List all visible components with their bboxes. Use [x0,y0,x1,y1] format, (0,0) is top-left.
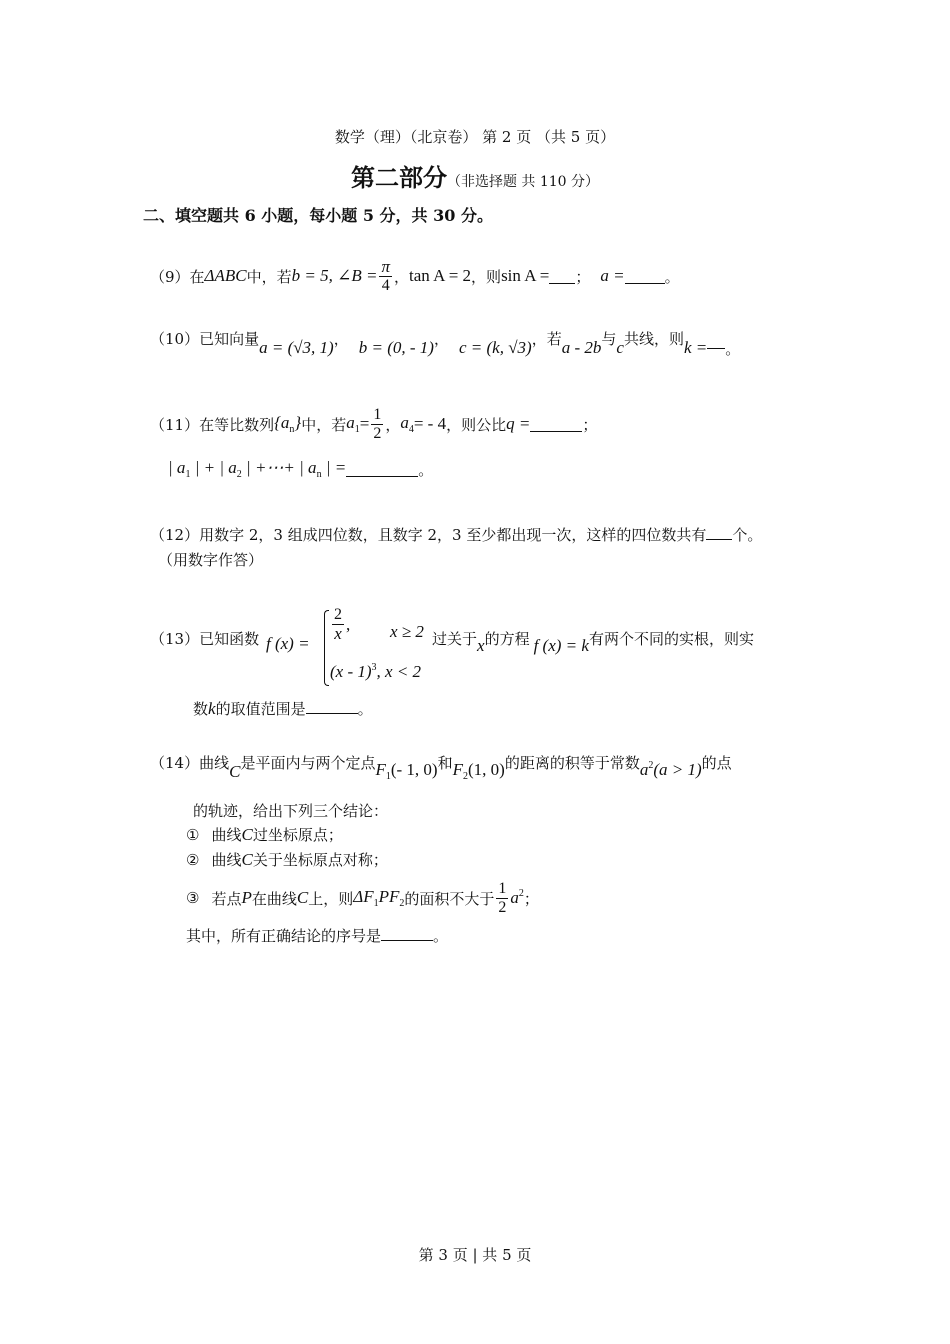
q14-item3-PF: PF [378,887,400,906]
q11-frac-num: 1 [373,405,382,423]
q11-q: q = [506,414,531,433]
q14-F1-pt: (- 1, 0) [390,760,438,779]
q14-item-1 [186,824,343,845]
part-title-note: （非选择题 共 110 分） [446,174,600,190]
q11-a4-val: = - 4 [413,414,447,433]
q13-line2b: 的取值范围是 [215,700,306,718]
q14-item3-a2-text: a [510,888,519,907]
q14-text1: 是平面内与两个定点 [240,754,376,772]
q14-const [640,760,702,780]
q11-sum-a: | a [168,458,186,477]
q12-blank [706,525,732,540]
q9-eq4: a = [600,266,625,285]
q13-fx: f (x) = [266,634,310,653]
q11-seq-text: {a [274,413,290,432]
q9-text5: 。 [664,267,680,286]
q11-a4-text: a [400,413,409,432]
q14-item3-d: 的面积不大于 [404,889,495,908]
q9-triangle: ΔABC [204,266,247,285]
q10-sep2: ， [433,330,449,348]
q14-cond: (a > 1) [653,760,702,779]
q14-F2-text: F [452,760,463,779]
q11-end: 。 [418,460,434,479]
q14-item-3 [186,874,539,922]
q13-comma: , [346,614,351,634]
q13-line2a: 数 [193,700,209,718]
q14-C: C [229,762,241,781]
q12-line2: （用数字作答） [158,551,264,569]
page-footer: 第 3 页 | 共 5 页 [418,1246,532,1264]
q9-pi: π [381,256,391,276]
q13-end: 。 [357,700,373,718]
q9-num: （9）在 [150,267,205,286]
q9-eq3: sin A = [501,266,550,285]
part-title-main: 第二部分 [350,163,447,192]
q14-line2: 的轨迹，给出下列三个结论： [193,802,389,820]
q13-line2 [193,698,373,719]
q14-item1-C: C [241,825,253,844]
q13-frac-den: x [334,624,342,643]
q14-final-end: 。 [433,927,449,945]
q10-text2: 与 [601,330,617,348]
q14-item3-frac-num: 1 [498,879,507,897]
q14-item3-s1: 1 [373,898,379,909]
q14-item3-tri: ΔF [353,887,374,906]
q10-c: c [616,338,624,357]
q13-case1 [330,606,350,643]
q11-sum-sn: n [316,469,322,480]
q9-eq2: tan A = 2 [409,266,472,285]
q9-text1: 中，若 [246,267,292,286]
q14-item3-c: 上，则 [308,889,354,908]
q14-item1-b: 过坐标原点； [252,826,343,844]
q11-blank1 [530,417,582,432]
question-12 [150,524,762,545]
q11-seq-close: } [294,413,302,432]
q9-text3: ，则 [471,267,502,286]
q14-item1-mark: ① [186,826,200,844]
q14-blank [381,926,433,941]
q14-F1 [375,760,437,782]
q14-a2-sup: 2 [648,760,654,771]
part-title [0,158,950,193]
q12-unit: 个。 [732,526,763,544]
q13-k: k [208,699,216,718]
q14-item2-C: C [241,850,253,869]
q14-final-a: 其中，所有正确结论的序号是 [186,927,382,945]
q10-text3: 共线，则 [623,330,684,348]
q11-a1-sub: 1 [354,424,360,435]
q9-blank2 [625,269,665,284]
q14-item3-fraction [496,880,508,917]
q10-expr: a - 2b [561,338,602,357]
q14-item3-frac-den: 2 [498,898,507,916]
q14-F2 [453,760,505,782]
q13-frac-num: 2 [334,606,342,623]
q14-item3-end: ； [523,889,539,908]
q14-item3-a: 若点 [211,889,242,908]
q14-item2-mark: ② [186,851,200,869]
q11-a4-sub: 4 [408,424,414,435]
q14-F2-sub: 2 [462,771,468,782]
q13-fraction [332,606,344,643]
q13-var: x [477,636,485,655]
q14-item3-C: C [296,888,309,907]
q11-text1: 中，若 [301,415,347,434]
q10-vector-c: c = (k, √3) [458,338,532,357]
q13-case2 [330,662,421,682]
q13-cond1: x ≥ 2 [390,622,424,641]
q14-item-2 [186,849,388,870]
q13-tail [432,628,754,656]
q14-F1-text: F [375,760,386,779]
q10-blank [707,334,725,349]
q10-sep1: ， [333,330,349,348]
q9-fraction [379,258,392,295]
q10-vector-a: a = (√3, 1) [259,338,334,357]
q12-line1: （12）用数字 2，3 组成四位数，且数字 2，3 至少都出现一次，这样的四位数共有 [150,526,707,544]
q14-item2-a: 曲线 [211,851,242,869]
q11-sum-b: | + | a [190,458,237,477]
q10-vector-b: b = (0, - 1) [358,338,434,357]
q11-sum-s1: 1 [185,469,191,480]
q14-item3-a2-sup: 2 [518,888,524,899]
section-heading: 二、填空题共 6 小题，每小题 5 分，共 30 分。 [143,206,493,225]
q14-item3-triangle [353,887,404,909]
q14-item3-mark: ③ [186,889,200,907]
q10-text1: ，若 [531,330,562,348]
q11-frac-den: 2 [373,424,382,442]
q9-text2: ， [394,267,410,286]
q14-item2-b: 关于坐标原点对称； [252,851,388,869]
q11-seq [274,413,301,435]
q13-text3: 有两个不同的实根，则实 [588,630,754,648]
q11-sum-c: | +⋯+ | a [241,458,317,477]
q9-text4: ； [575,267,591,286]
q11-text4: ； [582,415,598,434]
q14-a2: a [639,760,649,779]
q11-text2: ， [385,415,401,434]
q11-num: （11）在等比数列 [150,415,275,434]
question-14 [150,752,732,782]
q11-a1 [346,413,360,435]
q9-four: 4 [381,276,390,294]
q13-text1: 过关于 [432,630,478,648]
q10-num: （10）已知向量 [150,330,260,348]
q13-cond2: , x < 2 [376,662,422,681]
q11-a4 [400,413,414,435]
q13-num: （13）已知函数 [150,630,260,648]
q13-brace [324,610,329,686]
q13-blank [306,699,358,714]
q13-text2: 的方程 [484,630,530,648]
q9-eq1: b = 5, ∠B = [291,266,378,285]
q11-a1-text: a [346,413,355,432]
q14-item3-P: P [241,888,252,907]
q11-sum [168,458,346,480]
q14-final [186,925,448,946]
q14-text3: 的点 [701,754,732,772]
q14-F1-sub: 1 [385,771,391,782]
question-11-sum [168,458,433,480]
question-11 [150,400,597,448]
q11-seq-sub: n [289,424,295,435]
q11-text3: ，则公比 [446,415,507,434]
q14-item1-a: 曲线 [211,826,242,844]
q14-and: 和 [437,754,453,772]
q14-item3-s2: 2 [399,898,405,909]
q13-case2-text: (x - 1) [330,662,372,681]
page-header: 数学（理）（北京卷） 第 2 页 （共 5 页） [334,128,616,146]
q11-eq: = [359,414,370,433]
q10-k: k = [683,338,708,357]
question-10 [150,328,740,364]
q11-sum-d: | = [321,458,347,477]
q11-sum-s2: 2 [236,469,242,480]
q11-blank2 [346,462,418,477]
q13-eq: f (x) = k [533,636,589,655]
question-9 [150,252,680,300]
q14-text2: 的距离的积等于常数 [504,754,640,772]
q14-num: （14）曲线 [150,754,230,772]
q10-end: 。 [725,340,741,358]
q14-item3-b: 在曲线 [251,889,297,908]
q14-F2-pt: (1, 0) [467,760,505,779]
q13-case2-sup: 3 [371,662,377,673]
q11-fraction [371,406,383,443]
q14-item3-a2 [510,888,524,908]
q9-blank1 [549,269,575,284]
